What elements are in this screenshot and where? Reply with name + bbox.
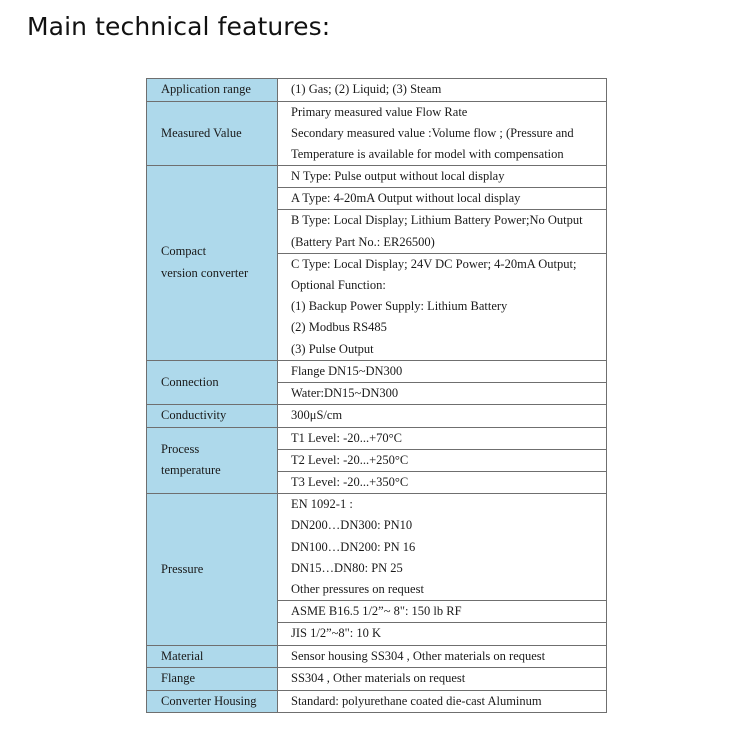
value-cell [278,405,607,428]
value-line: Flange DN15~DN300 [291,363,403,378]
row-label-line: Connection [161,374,219,389]
value-line: T1 Level: -20...+70°C [291,430,402,445]
value-line: (1) Backup Power Supply: Lithium Battery [291,299,508,314]
table-row [147,166,607,188]
value-line: SS304 , Other materials on request [291,671,466,686]
table-row [147,690,607,713]
row-label [147,668,278,691]
row-label [147,360,278,404]
value-line: T2 Level: -20...+250°C [291,452,409,467]
row-label [147,645,278,668]
value-line: T3 Level: -20...+350°C [291,475,409,489]
value-line: (2) Modbus RS485 [291,320,387,335]
row-label-line: Converter Housing [161,693,257,708]
row-label [147,494,278,645]
row-label-line: Pressure [161,561,204,576]
value-cell [278,668,607,691]
value-cell [278,690,607,713]
table-row [147,79,607,102]
value-line: 300μS/cm [291,408,343,423]
row-label [147,101,278,166]
value-cell [278,623,607,645]
value-line: Water:DN15~DN300 [291,385,399,400]
value-line: Optional Function: [291,278,386,292]
row-label [147,405,278,428]
table-row [147,668,607,691]
value-cell [278,382,607,404]
value-line: Standard: polyurethane coated die-cast Aluminum [291,693,542,708]
row-label-line: Process [161,441,200,456]
value-line: Sensor housing SS304 , Other materials on request [291,648,546,663]
specifications-table [146,78,607,713]
row-label-line: Conductivity [161,408,227,423]
row-label-line: version converter [161,265,249,280]
page-title: Main technical features: [27,12,331,41]
value-cell [278,79,607,102]
value-line: Other pressures on request [291,581,424,596]
value-line: DN15…DN80: PN 25 [291,560,403,575]
value-line: Primary measured value Flow Rate [291,104,468,119]
value-line: EN 1092-1 : [291,497,353,512]
row-label [147,427,278,494]
value-cell [278,427,607,449]
value-line: B Type: Local Display; Lithium Battery Power;No Output [291,213,583,228]
value-cell [278,101,607,166]
row-label [147,690,278,713]
table-row [147,494,607,601]
value-line: N Type: Pulse output without local display [291,169,505,184]
value-cell [278,494,607,601]
value-line: Temperature is available for model with compensation [291,146,564,161]
value-cell [278,360,607,382]
row-label-line: Compact [161,244,207,259]
value-line: DN200…DN300: PN10 [291,518,413,533]
row-label-line: Material [161,648,204,663]
value-cell [278,166,607,188]
value-line: ASME B16.5 1/2”~ 8": 150 lb RF [291,604,462,619]
row-label-line: temperature [161,463,221,478]
value-cell [278,449,607,471]
row-label-line: Measured Value [161,125,242,140]
value-cell [278,601,607,623]
value-cell [278,210,607,253]
table-row [147,101,607,166]
value-cell [278,253,607,360]
value-cell [278,472,607,494]
table-row [147,405,607,428]
row-label-line: Flange [161,671,196,685]
value-line: A Type: 4-20mA Output without local display [291,191,521,206]
value-line: (Battery Part No.: ER26500) [291,234,435,249]
table-row [147,427,607,449]
value-line: JIS 1/2”~8": 10 K [291,626,381,641]
table-row [147,645,607,668]
row-label-line: Application range [161,82,251,96]
row-label [147,79,278,102]
value-line: C Type: Local Display; 24V DC Power; 4-20mA Output; [291,256,577,271]
value-line: Secondary measured value :Volume flow ; (Pressure and [291,125,574,140]
value-line: (3) Pulse Output [291,341,374,356]
value-cell [278,645,607,668]
value-cell [278,188,607,210]
value-line: DN100…DN200: PN 16 [291,539,416,554]
row-label [147,166,278,361]
value-line: (1) Gas; (2) Liquid; (3) Steam [291,82,442,97]
table-row [147,360,607,382]
specifications-table-body [147,79,607,713]
